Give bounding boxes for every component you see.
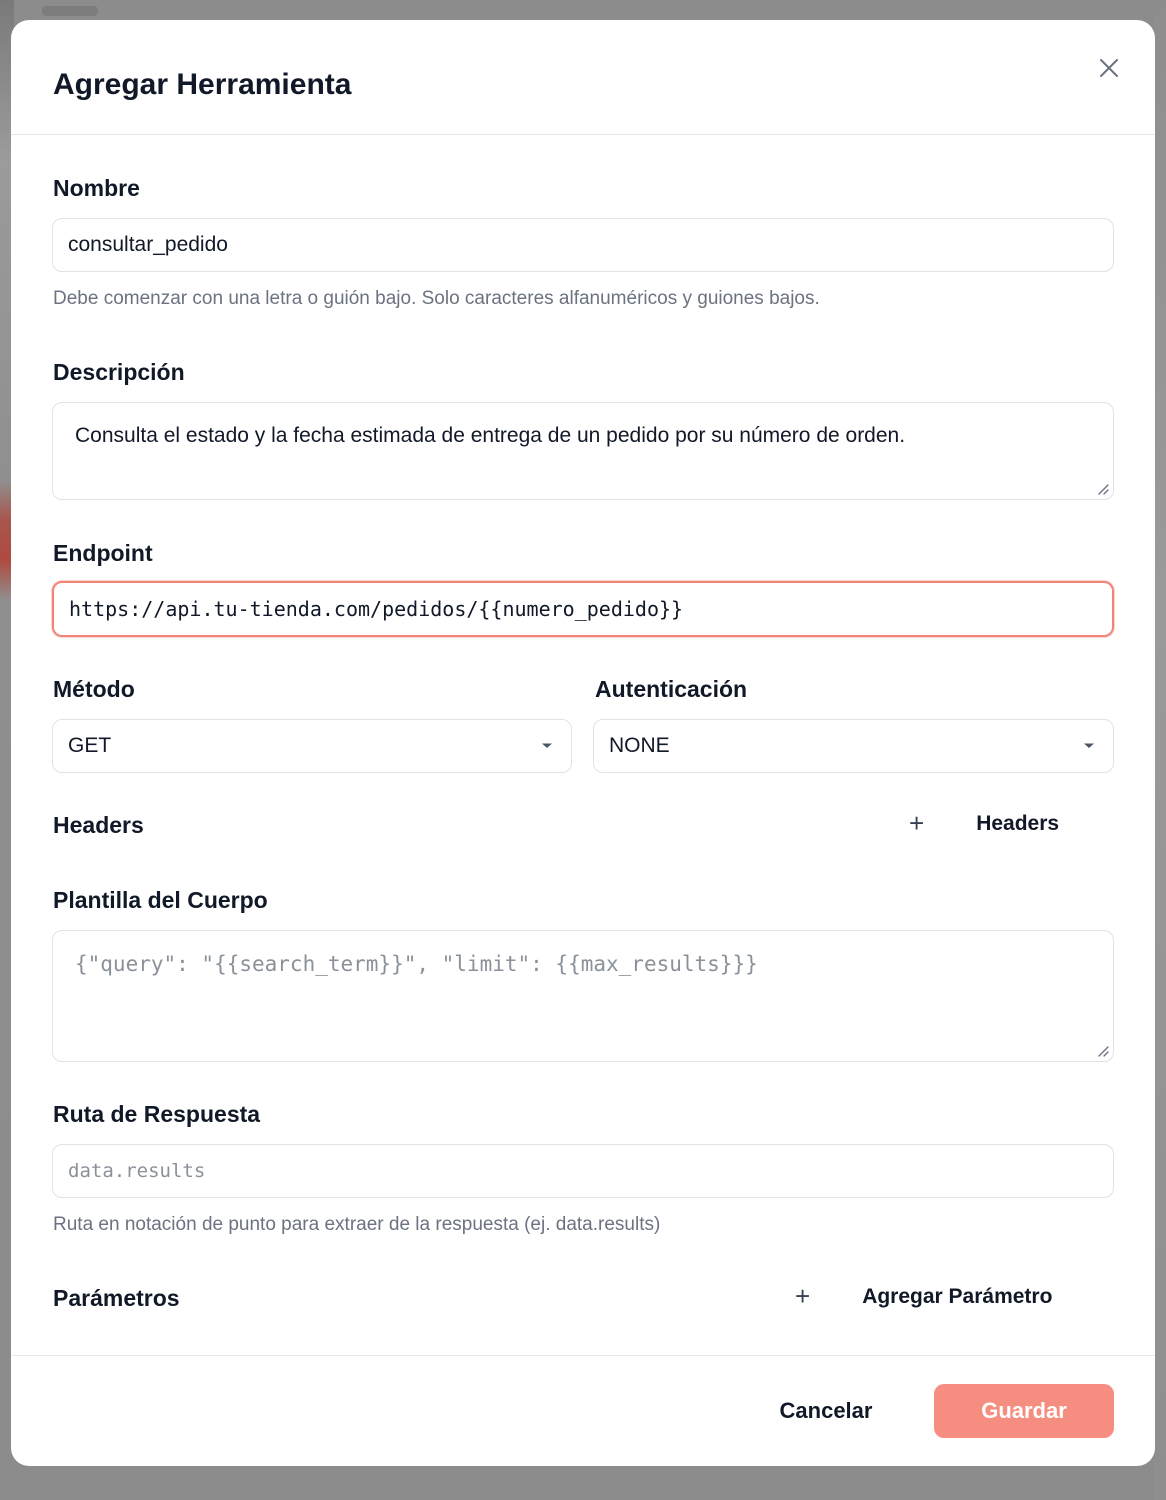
descripcion-textarea-value: Consulta el estado y la fecha estimada de entrega de un pedido por su número de orden. [75,424,906,447]
chevron-down-icon [541,742,553,750]
plus-icon: + [795,1281,811,1311]
ruta-input[interactable] [52,1144,1114,1198]
plantilla-textarea-placeholder: {"query": "{{search_term}}", "limit": {{max_results}}} [75,952,758,976]
descripcion-textarea[interactable] [52,402,1114,500]
add-parameter-button[interactable] [795,1281,1052,1312]
dialog-header [11,20,1155,135]
cancel-button[interactable]: Cancelar [751,1384,901,1438]
close-icon [1097,56,1121,80]
backdrop-page-element [42,6,98,16]
add-tool-dialog [11,20,1155,1466]
metodo-select-value: GET [68,734,112,757]
ruta-label: Ruta de Respuesta [53,1101,261,1127]
parametros-label: Parámetros [53,1285,180,1311]
nombre-input-value: consultar_pedido [68,233,228,256]
descripcion-label: Descripción [53,359,185,385]
ruta-input-placeholder: data.results [68,1160,206,1182]
add-header-button-label: Headers [976,811,1060,835]
autenticacion-label: Autenticación [595,676,748,702]
metodo-label: Método [53,676,135,702]
nombre-hint: Debe comenzar con una letra o guión bajo. Solo caracteres alfanuméricos y guiones bajos. [53,288,820,309]
autenticacion-select[interactable] [593,719,1114,773]
endpoint-label: Endpoint [53,540,153,566]
backdrop-page-right-edge [1154,0,1166,1500]
resize-grip-icon[interactable] [1095,481,1109,495]
autenticacion-select-value: NONE [609,734,670,757]
nombre-input[interactable] [52,218,1114,272]
nombre-label: Nombre [53,175,140,201]
resize-grip-icon[interactable] [1095,1043,1109,1057]
chevron-down-icon [1083,742,1095,750]
plantilla-label: Plantilla del Cuerpo [53,887,268,913]
save-button[interactable]: Guardar [934,1384,1114,1438]
dialog-footer [11,1355,1155,1466]
add-header-button[interactable] [909,808,1059,839]
close-button[interactable] [1097,56,1121,80]
headers-label: Headers [53,812,144,838]
dialog-title: Agregar Herramienta [53,68,352,101]
endpoint-input-value: https://api.tu-tienda.com/pedidos/{{numero_pedido}} [69,597,684,621]
plus-icon: + [909,808,925,838]
plantilla-textarea[interactable] [52,930,1114,1062]
endpoint-input[interactable] [52,581,1114,637]
ruta-hint: Ruta en notación de punto para extraer de la respuesta (ej. data.results) [53,1214,661,1235]
metodo-select[interactable] [52,719,572,773]
add-parameter-button-label: Agregar Parámetro [862,1284,1053,1308]
